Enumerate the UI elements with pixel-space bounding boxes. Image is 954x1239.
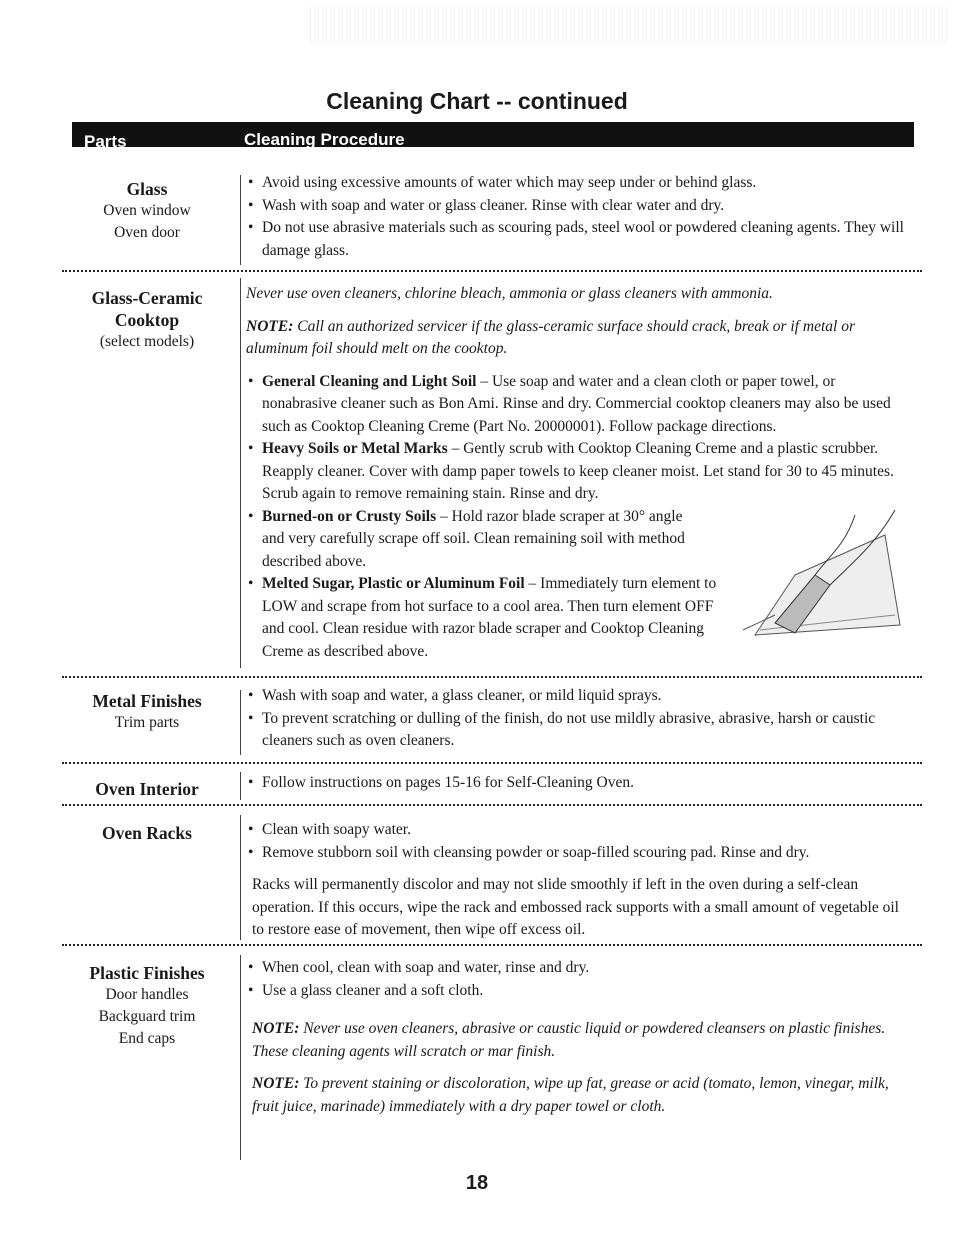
part-sub: Door handles bbox=[105, 986, 189, 1003]
procedure-racks bbox=[246, 819, 906, 952]
column-divider bbox=[240, 815, 241, 940]
part-heading: Glass-Ceramic Cooktop bbox=[91, 288, 203, 330]
list-item-bold: Heavy Soils or Metal Marks bbox=[262, 440, 448, 457]
part-interior bbox=[62, 778, 232, 800]
part-heading: Oven Interior bbox=[95, 779, 199, 799]
procedure-glass bbox=[246, 172, 906, 272]
part-metal bbox=[62, 690, 232, 734]
note-label: NOTE: bbox=[252, 1020, 300, 1037]
part-sub: Oven window bbox=[103, 202, 191, 219]
note-text: To prevent staining or discoloration, wipe up fat, grease or acid (tomato, lemon, vinegar, milk, fruit juice, marinade) immediately with a dry paper towel or cloth. bbox=[252, 1075, 889, 1115]
part-plastic bbox=[62, 962, 232, 1050]
note bbox=[246, 1073, 906, 1118]
procedure-metal bbox=[246, 685, 906, 763]
scan-noise bbox=[310, 6, 950, 44]
racks-paragraph: Racks will permanently discolor and may not slide smoothly if left in the oven during a self-clean operation. If this occurs, wipe the rack and embossed rack supports with a small amount of vegetable oil to restore ease of movement, then wipe off excess oil. bbox=[252, 876, 899, 938]
part-sub: Trim parts bbox=[114, 714, 180, 731]
column-divider bbox=[240, 690, 241, 755]
list-item: • Wash with soap and water or glass cleaner. Rinse with clear water and dry. bbox=[246, 195, 906, 218]
list-item: • Clean with soapy water. bbox=[246, 819, 906, 842]
list-item: • Avoid using excessive amounts of water which may seep under or behind glass. bbox=[246, 172, 906, 195]
list-item-text: – Immediately turn element to LOW and scrape from hot surface to a cool area. Then turn element OFF and cool. Clean residue with razor blade scraper and Cooktop Cleaning Creme as described above. bbox=[262, 575, 717, 660]
header-parts: Parts bbox=[84, 132, 127, 151]
list-item: • When cool, clean with soap and water, rinse and dry. bbox=[246, 957, 906, 980]
list-item: • To prevent scratching or dulling of the finish, do not use mildly abrasive, abrasive, harsh or caustic cleaners such as oven cleaners. bbox=[246, 708, 906, 753]
list-item bbox=[246, 371, 906, 439]
list-item-text: – Hold razor blade scraper at 30° angle and very carefully scrape off soil. Clean remaining soil with method described above. bbox=[262, 507, 685, 570]
warning-text: Never use oven cleaners, chlorine bleach, ammonia or glass cleaners with ammonia. bbox=[246, 285, 773, 302]
razor-scraper-illustration bbox=[735, 505, 905, 655]
part-sub: Backguard trim bbox=[98, 1008, 196, 1025]
header-procedure: Cleaning Procedure bbox=[244, 130, 405, 149]
column-divider bbox=[240, 175, 241, 265]
part-sub: Oven door bbox=[114, 224, 180, 241]
list-item-bold: Melted Sugar, Plastic or Aluminum Foil bbox=[262, 575, 525, 592]
list-item-bold: Burned-on or Crusty Soils bbox=[262, 507, 437, 525]
list-item: • Follow instructions on pages 15-16 for Self-Cleaning Oven. bbox=[246, 772, 906, 795]
list-item-text: – Gently scrub with Cooktop Cleaning Creme and a plastic scrubber. Reapply cleaner. Cover with damp paper towels to keep cleaner moist. Let stand for 30 to 45 minutes. Scrub again to remove remaining stain. Rinse and dry. bbox=[262, 440, 894, 502]
part-sub: (select models) bbox=[99, 333, 195, 350]
part-glass bbox=[62, 178, 232, 244]
list-item-bold: General Cleaning and Light Soil bbox=[262, 372, 477, 390]
part-heading: Glass bbox=[126, 179, 168, 199]
note-label: NOTE: bbox=[252, 1075, 300, 1092]
part-ceramic bbox=[62, 287, 232, 353]
list-item: • Do not use abrasive materials such as scouring pads, steel wool or powdered cleaning agents. They will damage glass. bbox=[246, 217, 906, 262]
part-heading: Oven Racks bbox=[102, 823, 192, 843]
list-item: • Remove stubborn soil with cleansing powder or soap-filled scouring pad. Rinse and dry. bbox=[246, 842, 906, 865]
note-label: NOTE: bbox=[246, 317, 294, 335]
list-item bbox=[246, 438, 906, 506]
note-text: Never use oven cleaners, abrasive or caustic liquid or powdered cleansers on plastic finishes. These cleaning agents will scratch or mar finish. bbox=[252, 1020, 886, 1060]
part-heading: Metal Finishes bbox=[92, 691, 202, 711]
page-title: Cleaning Chart -- continued bbox=[326, 88, 628, 114]
procedure-plastic bbox=[246, 957, 906, 1128]
list-item bbox=[246, 506, 702, 574]
part-heading: Plastic Finishes bbox=[89, 963, 205, 983]
column-divider bbox=[240, 278, 241, 668]
procedure-interior bbox=[246, 772, 906, 805]
page-number: 18 bbox=[465, 1172, 489, 1194]
note bbox=[246, 1018, 906, 1063]
part-sub: End caps bbox=[118, 1030, 176, 1047]
note-text: Call an authorized servicer if the glass-ceramic surface should crack, break or if metal or aluminum foil should melt on the cooktop. bbox=[246, 317, 856, 357]
note bbox=[246, 316, 906, 361]
list-item bbox=[246, 573, 722, 663]
list-item-text: – Use soap and water and a clean cloth or paper towel, or nonabrasive cleaner such as Bon Ami. Rinse and dry. Commercial cooktop cleaners may also be used such as Cooktop Cleaning Creme (Part No. 20000001). Follow package directions. bbox=[262, 372, 891, 435]
column-divider bbox=[240, 772, 241, 800]
table-header bbox=[72, 122, 914, 151]
column-divider bbox=[240, 955, 241, 1160]
row-separator bbox=[62, 676, 922, 678]
list-item: • Wash with soap and water, a glass cleaner, or mild liquid sprays. bbox=[246, 685, 906, 708]
list-item: • Use a glass cleaner and a soft cloth. bbox=[246, 980, 906, 1003]
part-racks bbox=[62, 822, 232, 844]
